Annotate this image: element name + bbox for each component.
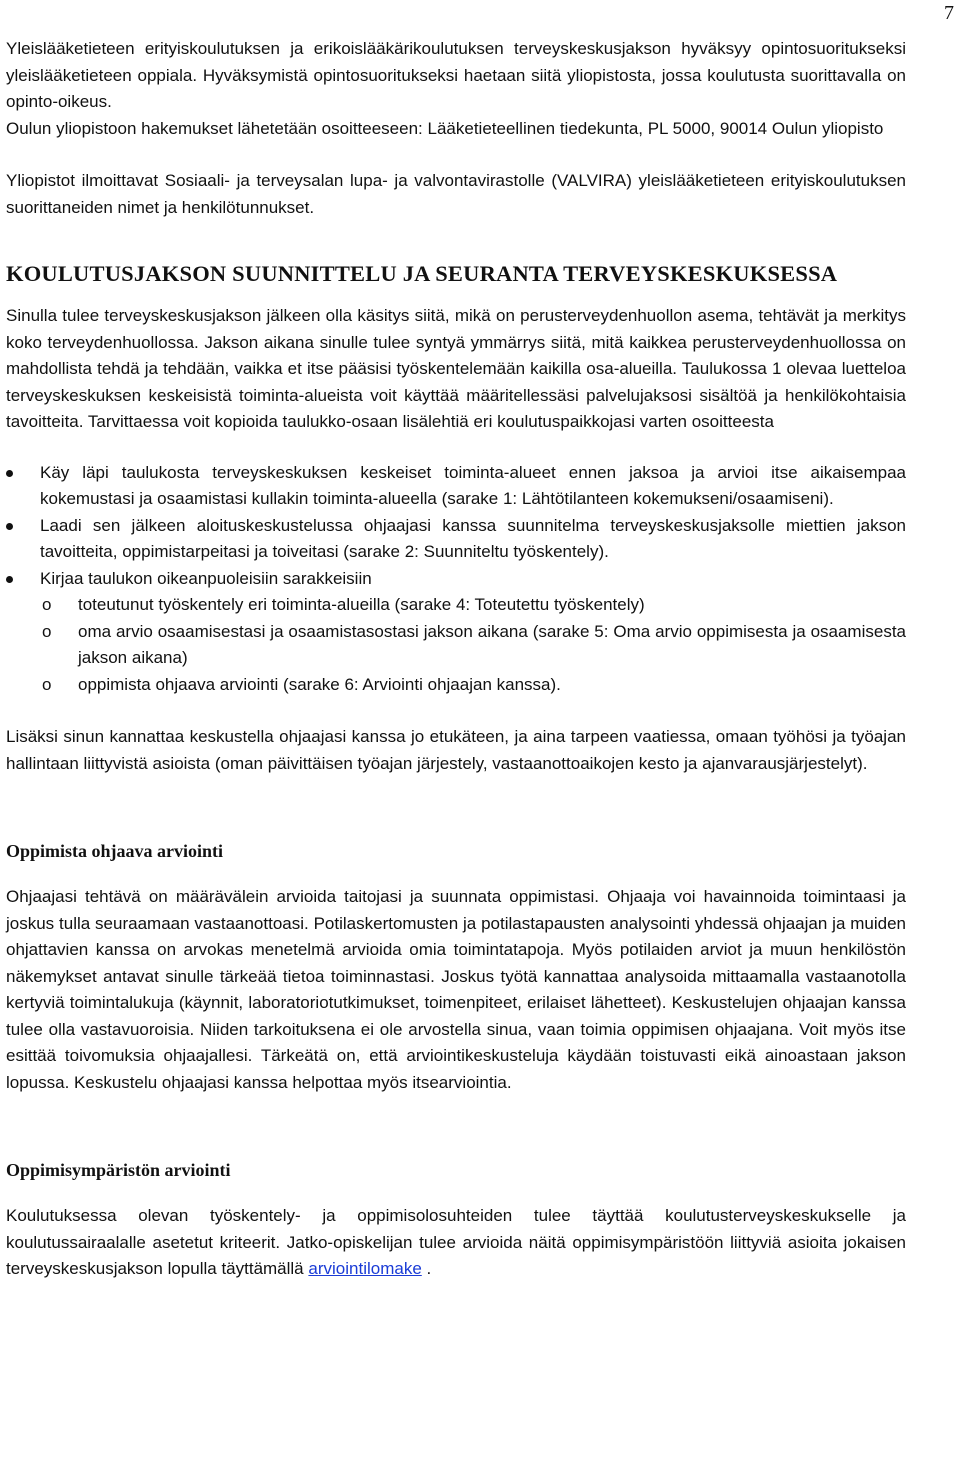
- list-item: [6, 566, 906, 699]
- paragraph-environment-text: Koulutuksessa olevan työskentely- ja oppimisolosuhteiden tulee täyttää koulutusterveyskeskukselle ja koulutussairaalalle asetetut kriteerit. Jatko-opiskelijan tulee arvioida näitä oppimisympäristöön liittyviä asioita jokaisen terveyskeskusjakson lopulla täyttämällä: [6, 1206, 906, 1278]
- list-item-text: Laadi sen jälkeen aloituskeskustelussa ohjaajasi kanssa suunnitelma terveyskeskusjaksolle miettien jakson tavoitteita, oppimistarpeitasi ja toiveitasi (sarake 2: Suunniteltu työskentely).: [40, 515, 906, 561]
- paragraph-environment: [6, 1203, 906, 1283]
- section-heading-assessment: Oppimista ohjaava arviointi: [6, 841, 224, 861]
- paragraph-environment-tail: .: [426, 1259, 432, 1278]
- sub-bullet-marker: o: [42, 674, 52, 694]
- page-content: [6, 36, 906, 1283]
- sub-bullet-marker: o: [42, 595, 52, 614]
- list-item: [6, 460, 906, 513]
- paragraph-planning-intro: Sinulla tulee terveyskeskusjakson jälkeen olla käsitys siitä, mikä on perusterveydenhuollon asema, tehtävät ja merkitys koko terveydenhuollossa. Jakson aikana sinulle tulee syntyä ymmärrys siitä, mitä kaikkea perusterveydenhuollossa on mahdollista tehdä ja tehdään, vaikka et itse pääsisi työskentelemään kaikilla osa-alueilla. Taulukossa 1 olevaa luetteloa terveyskeskuksen keskeisistä toiminta-alueista voit käyttää määritellessäsi palvelujaksosi sisältöä ja henkilökohtaisia tavoitteita. Tarvittaessa voit kopioida taulukko-osaan lisälehtiä eri koulutuspaikkojasi varten osoitteesta: [6, 306, 906, 431]
- list-item-text: Käy läpi taulukosta terveyskeskuksen keskeiset toiminta-alueet ennen jaksoa ja arvioi itse aikaisempaa kokemustasi ja osaamistasi kullakin toiminta-alueella (sarake 1: Lähtötilanteen kokemukseni/osaamiseni).: [40, 462, 906, 508]
- bullet-list: [6, 460, 906, 699]
- sub-list-item: [6, 592, 906, 619]
- bullet-icon: [6, 576, 13, 583]
- page-number: 7: [944, 2, 954, 24]
- paragraph-approval: Yleislääketieteen erityiskoulutuksen ja erikoislääkärikoulutuksen terveyskeskusjakson hyväksyy opintosuoritukseksi yleislääketieteen oppiala. Hyväksymistä opintosuoritukseksi haetaan siitä yliopistosta, jossa koulutusta suorittavalla on opinto-oikeus.: [6, 39, 906, 111]
- assessment-form-link[interactable]: arviointilomake: [308, 1259, 422, 1278]
- paragraph-discussion: Lisäksi sinun kannattaa keskustella ohjaajasi kanssa jo etukäteen, ja aina tarpeen vaatiessa, omaan työhösi ja työajan hallintaan liittyvistä asioista (oman päivittäisen työajan järjestely, vastaanottoaikojen kesto ja ajanvarausjärjestelyt).: [6, 727, 906, 773]
- paragraph-address: Oulun yliopistoon hakemukset lähetetään osoitteeseen: Lääketieteellinen tiedekunta, PL 5000, 90014 Oulun yliopisto: [6, 118, 884, 138]
- section-heading-environment: Oppimisympäristön arviointi: [6, 1160, 231, 1180]
- paragraph-assessment: Ohjaajasi tehtävä on määrävälein arvioida taitojasi ja suunnata oppimistasi. Ohjaaja voi havainnoida toimintaasi ja joskus tulla seuraamaan vastaanottoasi. Potilaskertomusten ja potilastapausten analysointi yhdessä ohjaajan ja muiden ohjattavien kanssa on arvokas menetelmä arvioida omia toimintatapoja. Myös potilaiden arviot ja muun henkilöstön näkemykset antavat sinulle tärkeää tietoa toiminnastasi. Joskus työtä kannattaa analysoida mittaamalla vastaanotolla kertyviä toimintalukuja (käynnit, laboratoriotutkimukset, toimenpiteet, erilaiset lähetteet). Keskustelujen ohjaajan kanssa tulee olla vastavuoroisia. Niiden tarkoituksena ei ole arvostella sinua, vaan toimia oppimisen ohjaajana. Voit myös itse esittää toivomuksia ohjaajallesi. Tärkeätä on, että arviointikeskusteluja käydään toistuvasti eikä ainoastaan jakson lopussa. Keskustelu ohjaajasi kanssa helpottaa myös itsearviointia.: [6, 887, 906, 1092]
- sub-list-item: [6, 619, 906, 672]
- sub-list-item-text: toteutunut työskentely eri toiminta-alueilla (sarake 4: Toteutettu työskentely): [78, 595, 645, 614]
- list-item: [6, 513, 906, 566]
- sub-bullet-marker: o: [42, 621, 52, 641]
- section-heading-planning: KOULUTUSJAKSON SUUNNITTELU JA SEURANTA TERVEYSKESKUKSESSA: [6, 261, 838, 286]
- paragraph-valvira: Yliopistot ilmoittavat Sosiaali- ja terveysalan lupa- ja valvontavirastolle (VALVIRA) yleislääketieteen erityiskoulutuksen suorittaneiden nimet ja henkilötunnukset.: [6, 171, 906, 217]
- sub-list-item-text: oppimista ohjaava arviointi (sarake 6: Arviointi ohjaajan kanssa).: [78, 674, 561, 694]
- list-item-text: Kirjaa taulukon oikeanpuoleisiin sarakkeisiin: [40, 568, 372, 588]
- bullet-icon: [6, 523, 13, 530]
- sub-list: [6, 592, 906, 698]
- sub-list-item-text: oma arvio osaamisestasi ja osaamistasostasi jakson aikana (sarake 5: Oma arvio oppimisesta ja osaamisesta jakson aikana): [78, 621, 906, 667]
- bullet-icon: [6, 470, 13, 477]
- sub-list-item: [6, 672, 906, 699]
